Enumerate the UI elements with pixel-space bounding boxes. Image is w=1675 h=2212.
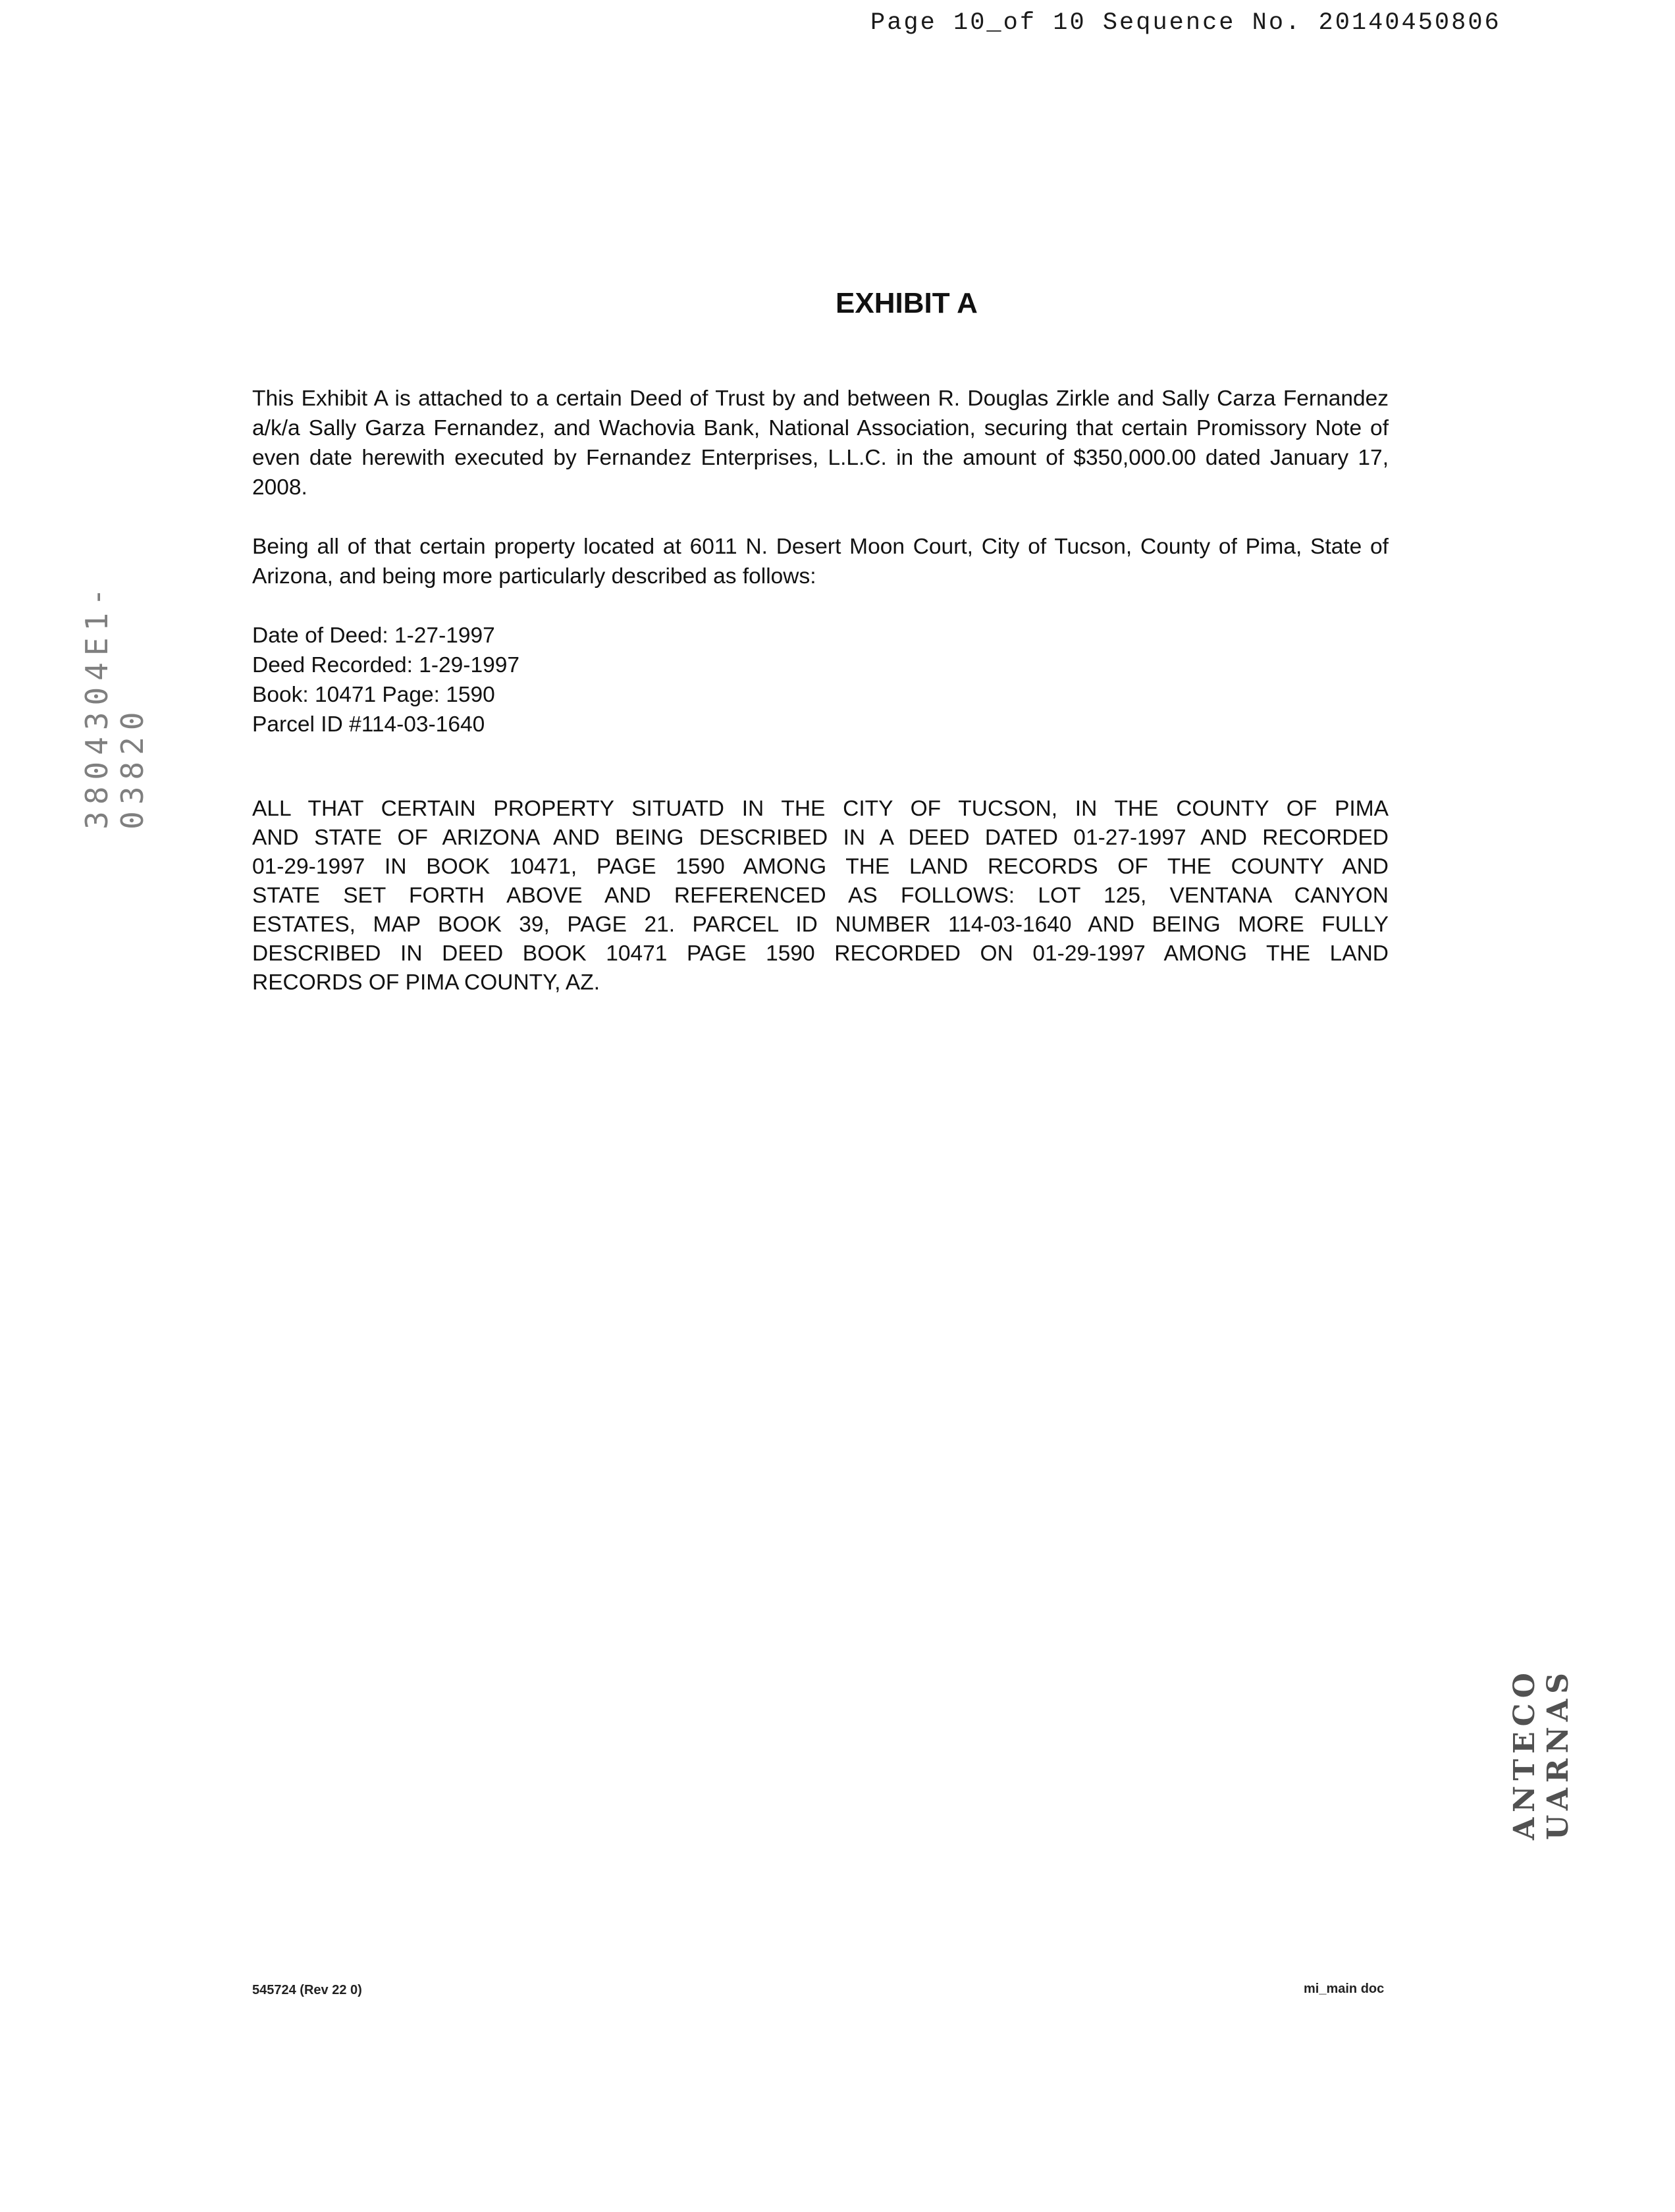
legal-description-line: STATE SET FORTH ABOVE AND REFERENCED AS FOLLOWS: LOT 125, VENTANA CANYON bbox=[252, 883, 1389, 908]
form-number: 545724 (Rev 22 0) bbox=[252, 1983, 362, 1997]
document-name: mi_main doc bbox=[1304, 1982, 1385, 1996]
deed-recorded: Deed Recorded: 1-29-1997 bbox=[252, 653, 519, 677]
legal-description-line: AND STATE OF ARIZONA AND BEING DESCRIBED IN A DEED DATED 01-27-1997 AND RECORDED bbox=[252, 826, 1389, 850]
deed-details bbox=[252, 621, 519, 739]
intro-paragraph: This Exhibit A is attached to a certain Deed of Trust by and between R. Douglas Zirkle and Sally Carza Fernandez a/k/a Sally Garza Fernandez, and Wachovia Bank, National Association, securing that certain Promissory Note of even date herewith executed by Fernandez Enterprises, L.L.C. in the amount of $350,000.00 dated January 17, 2008. bbox=[252, 386, 1389, 500]
left-margin-stamp: 3804304E1-03820 bbox=[79, 581, 150, 830]
legal-description-line: DESCRIBED IN DEED BOOK 10471 PAGE 1590 RECORDED ON 01-29-1997 AMONG THE LAND bbox=[252, 941, 1389, 966]
legal-description-line: 01-29-1997 IN BOOK 10471, PAGE 1590 AMONG THE LAND RECORDS OF THE COUNTY AND bbox=[252, 855, 1389, 879]
legal-description-line: ALL THAT CERTAIN PROPERTY SITUATD IN THE CITY OF TUCSON, IN THE COUNTY OF PIMA bbox=[252, 797, 1389, 821]
legal-description bbox=[252, 795, 1389, 997]
right-margin-stamp: ANTECO UARNAS bbox=[1508, 1668, 1575, 1840]
property-location-paragraph: Being all of that certain property located at 6011 N. Desert Moon Court, City of Tucson, County of Pima, State of Arizona, and being more particularly described as follows: bbox=[252, 535, 1389, 589]
legal-description-line: RECORDS OF PIMA COUNTY, AZ. bbox=[252, 970, 600, 995]
exhibit-title: EXHIBIT A bbox=[836, 287, 978, 319]
legal-description-line: ESTATES, MAP BOOK 39, PAGE 21. PARCEL ID NUMBER 114-03-1640 AND BEING MORE FULLY bbox=[252, 912, 1389, 937]
parcel-id: Parcel ID #114-03-1640 bbox=[252, 712, 485, 737]
date-of-deed: Date of Deed: 1-27-1997 bbox=[252, 623, 495, 648]
book-page: Book: 10471 Page: 1590 bbox=[252, 683, 495, 707]
page-sequence-header: Page 10_of 10 Sequence No. 20140450806 bbox=[870, 9, 1501, 37]
